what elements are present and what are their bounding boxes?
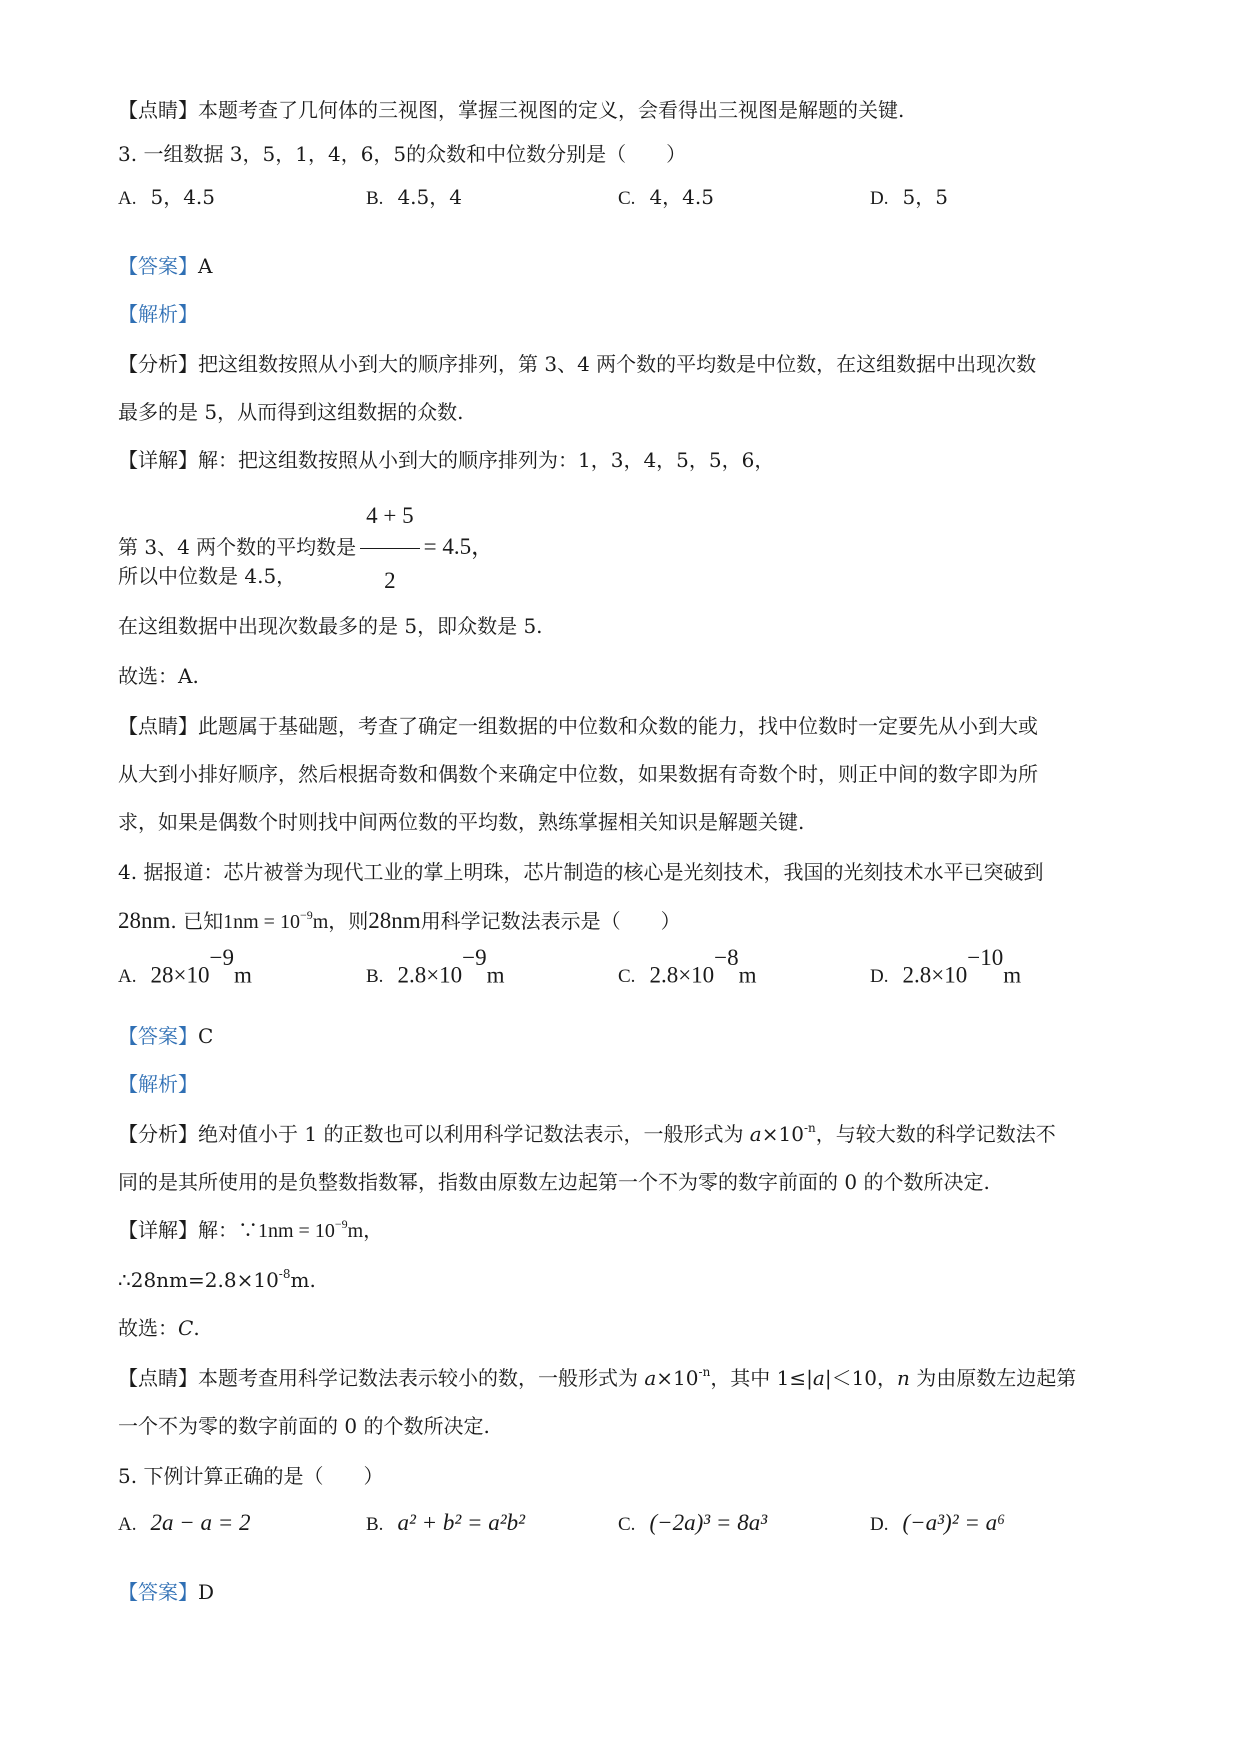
- q3-option-b: B. 4.5，4: [366, 185, 462, 209]
- q4-answer: 【答案】C: [118, 1024, 214, 1048]
- q2-dianjing: 【点睛】本题考查了几何体的三视图，掌握三视图的定义，会看得出三视图是解题的关键.: [118, 98, 905, 122]
- q4-fenxi-line1: 【分析】绝对值小于 1 的正数也可以利用科学记数法表示，一般形式为 $a\times 10^{-n}$，与较大数的科学记数法不: [118, 1121, 1056, 1146]
- q3-dianjing-line3: 求，如果是偶数个时则找中间两位数的平均数，熟练掌握相关知识是解题关键.: [118, 810, 805, 834]
- q4-xiangjie: 【详解】解：∵1nm = $10^{-9}m$，: [118, 1217, 384, 1242]
- q3-mode: 在这组数据中出现次数最多的是 5，即众数是 5.: [118, 614, 543, 638]
- q5-option-d: D. (−a³)² = a⁶: [870, 1510, 1006, 1535]
- q5-answer: 【答案】D: [118, 1580, 215, 1604]
- q4-option-d: D. $2.8\times 10^{-10}m$: [870, 945, 1022, 988]
- q4-option-b: B. $2.8\times 10^{-9}m$: [366, 945, 505, 988]
- q3-median: 所以中位数是 4.5，: [118, 564, 297, 588]
- q4-jiexi-heading: 【解析】: [118, 1072, 198, 1096]
- q3-option-a: A. 5，4.5: [118, 185, 216, 209]
- q4-dianjing-line2: 一个不为零的数字前面的 0 的个数所决定.: [118, 1414, 490, 1438]
- q4-stem-line2: 28nm. 已知$1nm = 10^{-9}m$，则28nm用科学记数法表示是（ ）: [118, 908, 681, 933]
- q3-stem: 3. 一组数据 3，5，1，4，6，5的众数和中位数分别是（ ）: [118, 142, 687, 166]
- q5-option-a: A. 2a − a = 2: [118, 1510, 251, 1535]
- q3-answer: 【答案】A: [118, 254, 213, 278]
- q3-dianjing-line1: 【点睛】此题属于基础题，考查了确定一组数据的中位数和众数的能力，找中位数时一定要先从小到大或: [118, 714, 1038, 738]
- q3-jiexi-heading: 【解析】: [118, 302, 198, 326]
- q4-choose: 故选：C.: [118, 1316, 200, 1340]
- q5-option-b: B. a² + b² = a²b²: [366, 1510, 526, 1535]
- q4-option-a: A. $28\times 10^{-9}m$: [118, 945, 252, 988]
- q4-option-c: C. $2.8\times 10^{-8}m$: [618, 945, 757, 988]
- q5-option-c: C. (−2a)³ = 8a³: [618, 1510, 768, 1535]
- q4-fenxi-line2: 同的是其所使用的是负整数指数幂，指数由原数左边起第一个不为零的数字前面的 0 的个数所决定.: [118, 1170, 990, 1194]
- q3-option-d: D. 5，5: [870, 185, 948, 209]
- q3-dianjing-line2: 从大到小排好顺序，然后根据奇数和偶数个来确定中位数，如果数据有奇数个时，则正中间的数字即为所: [118, 762, 1038, 786]
- fraction: $\frac{4 + 5}{2}$: [360, 486, 419, 611]
- q5-stem: 5. 下例计算正确的是（ ）: [118, 1464, 384, 1488]
- q3-choose: 故选：A.: [118, 664, 199, 688]
- q4-dianjing-line1: 【点睛】本题考查用科学记数法表示较小的数，一般形式为 $a\times 10^{-n}$，其中 1≤|a|＜10，n 为由原数左边起第: [118, 1365, 1077, 1390]
- q3-option-c: C. 4，4.5: [618, 185, 714, 209]
- q4-therefore: $\therefore 28nm=2.8\times 10^{-8}m$.: [118, 1267, 316, 1292]
- q4-stem-line1: 4. 据报道：芯片被誉为现代工业的掌上明珠，芯片制造的核心是光刻技术，我国的光刻技术水平已突破到: [118, 860, 1044, 884]
- q3-fenxi-line2: 最多的是 5，从而得到这组数据的众数.: [118, 400, 464, 424]
- q3-average-line: 第 3、4 两个数的平均数是 $\frac{4 + 5}{2}$ = 4.5，: [118, 486, 494, 611]
- q3-xiangjie: 【详解】解：把这组数按照从小到大的顺序排列为：1，3，4，5，5，6，: [118, 448, 775, 472]
- q3-fenxi-line1: 【分析】把这组数按照从小到大的顺序排列，第 3、4 两个数的平均数是中位数，在这组数据中出现次数: [118, 352, 1037, 376]
